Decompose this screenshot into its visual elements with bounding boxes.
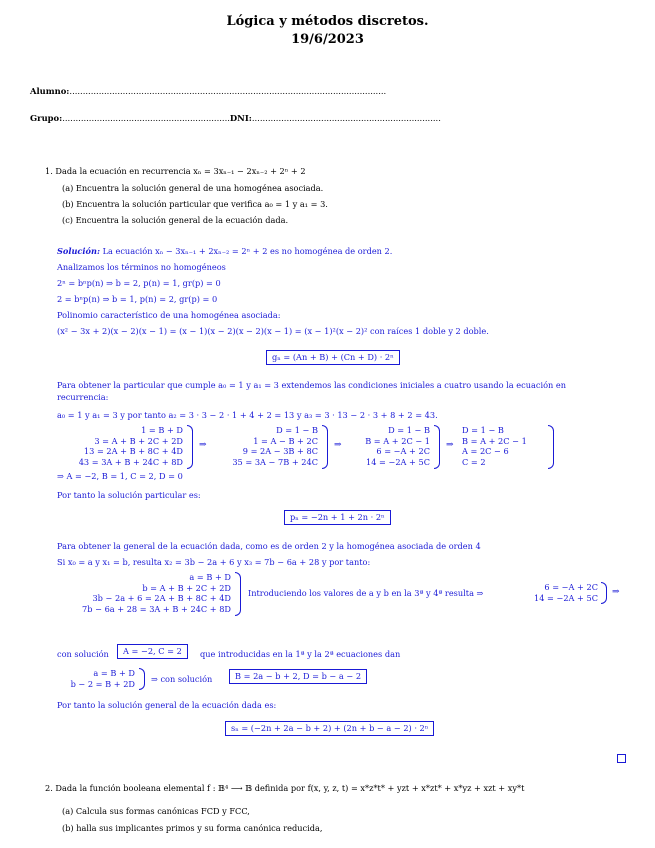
solution-line: que introducidas en la 1ª y la 2ª ecuaciones dan — [200, 649, 401, 659]
solution-line: Para obtener la general de la ecuación dada, como es de orden 2 y la homogénea asociada de orden 4 — [57, 541, 481, 551]
solution-line: Por tanto la solución particular es: — [57, 490, 201, 500]
implies-arrow: ⇒ — [446, 440, 454, 450]
solution-line: Si x₀ = a y x₁ = b, resulta x₂ = 3b − 2a + 6 y x₃ = 7b − 6a + 28 y por tanto: — [57, 557, 371, 567]
solution-intro — [57, 246, 392, 256]
equation-system-7: a = B + D b − 2 = B + 2D — [70, 668, 135, 689]
solution-line: Por tanto la solución general de la ecuación dada es: — [57, 700, 277, 710]
solution-line: ⇒ con solución — [151, 674, 213, 684]
right-brace — [434, 425, 440, 469]
solution-line: Para obtener la particular que cumple a₀ = 1 y a₁ = 3 extendemos las condiciones iniciales a cuatro usando la ecuación en — [57, 380, 566, 390]
q1-statement: 1. Dada la ecuación en recurrencia xₙ = 3xₙ₋₁ − 2xₙ₋₂ + 2ⁿ + 2 — [45, 166, 306, 176]
q1-part-c: (c) Encuentra la solución general de la ecuación dada. — [62, 215, 289, 225]
equation-system-1: 1 = B + D 3 = A + B + 2C + 2D 13 = 2A + B + 8C + 4D 43 = 3A + B + 24C + 8D — [78, 425, 183, 467]
solution-line: Analizamos los términos no homogéneos — [57, 262, 226, 272]
solution-line: ⇒ A = −2, B = 1, C = 2, D = 0 — [57, 471, 183, 481]
general-solution-box: sₙ = (−2n + 2a − b + 2) + (2n + b − a − 2) · 2ⁿ — [225, 721, 434, 736]
equation-system-6: 6 = −A + 2C 14 = −2A + 5C — [533, 582, 598, 603]
solution-intro-text: La ecuación xₙ − 3xₙ₋₁ + 2xₙ₋₂ = 2ⁿ + 2 es no homogénea de orden 2. — [99, 246, 393, 256]
alumno-label: Alumno: — [30, 86, 70, 96]
right-brace — [235, 572, 241, 616]
solution-line: Polinomio característico de una homogénea asociada: — [57, 310, 281, 320]
qed-square-icon — [617, 754, 626, 763]
grupo-dni-field: Grupo:...............................................................DNI:....................................................................... — [30, 113, 441, 123]
right-brace — [548, 425, 554, 469]
right-brace — [601, 582, 607, 604]
solution-line: 2ⁿ = bⁿp(n) ⇒ b = 2, p(n) = 1, gr(p) = 0 — [57, 278, 221, 288]
right-brace — [139, 668, 145, 690]
solution-line: (x² − 3x + 2)(x − 2)(x − 1) = (x − 1)(x − 2)(x − 2)(x − 1) = (x − 1)²(x − 2)² con raíces 1 doble y 2 doble. — [57, 326, 489, 336]
particular-solution-box: pₙ = −2n + 1 + 2n · 2ⁿ — [284, 510, 391, 525]
equation-system-2: D = 1 − B 1 = A − B + 2C 9 = 2A − 3B + 8C 35 = 3A − 7B + 24C — [232, 425, 318, 467]
solution-line: recurrencia: — [57, 392, 109, 402]
exam-date: 19/6/2023 — [291, 32, 364, 47]
solution-line: con solución — [57, 649, 109, 659]
implies-arrow: ⇒ — [612, 587, 620, 597]
right-brace — [187, 425, 193, 469]
solution-line: Introduciendo los valores de a y b en la 3ª y 4ª resulta ⇒ — [248, 588, 484, 598]
solution-line: a₀ = 1 y a₁ = 3 y por tanto a₂ = 3 · 3 − 2 · 1 + 4 + 2 = 13 y a₃ = 3 · 13 − 2 · 3 + 8 + 2 = 43. — [57, 410, 438, 420]
exam-title: Lógica y métodos discretos. — [226, 14, 429, 29]
equation-system-5: a = B + D b = A + B + 2C + 2D 3b − 2a + 6 = 2A + B + 8C + 4D 7b − 6a + 28 = 3A + B + 24C + 8D — [82, 572, 231, 614]
equation-system-3: D = 1 − B B = A + 2C − 1 6 = −A + 2C 14 = −2A + 5C — [365, 425, 430, 467]
q1-part-b: (b) Encuentra la solución particular que verifica a₀ = 1 y a₁ = 3. — [62, 199, 328, 209]
ac-solution-box: A = −2, C = 2 — [117, 644, 188, 659]
solution-label: Solución: — [57, 246, 100, 256]
q2-part-b: (b) halla sus implicantes primos y su forma canónica reducida, — [62, 823, 323, 833]
implies-arrow: ⇒ — [199, 440, 207, 450]
right-brace — [322, 425, 328, 469]
bd-solution-box: B = 2a − b + 2, D = b − a − 2 — [229, 669, 367, 684]
implies-arrow: ⇒ — [334, 440, 342, 450]
q2-part-a: (a) Calcula sus formas canónicas FCD y FCC, — [62, 806, 250, 816]
alumno-field: Alumno:....................................................................................................................... — [30, 86, 387, 96]
grupo-label: Grupo: — [30, 113, 63, 123]
homogeneous-solution-box: gₙ = (An + B) + (Cn + D) · 2ⁿ — [266, 350, 400, 365]
equation-system-4: D = 1 − B B = A + 2C − 1 A = 2C − 6 C = 2 — [462, 425, 527, 467]
solution-line: 2 = bⁿp(n) ⇒ b = 1, p(n) = 2, gr(p) = 0 — [57, 294, 218, 304]
q2-statement: 2. Dada la función booleana elemental f : 𝔹⁴ ⟶ 𝔹 definida por f(x, y, z, t) = x*z*t* + yzt + x*zt* + x*yz + xzt + xy*t — [45, 783, 525, 793]
q1-part-a: (a) Encuentra la solución general de una homogénea asociada. — [62, 183, 324, 193]
dni-label: DNI: — [229, 113, 252, 123]
